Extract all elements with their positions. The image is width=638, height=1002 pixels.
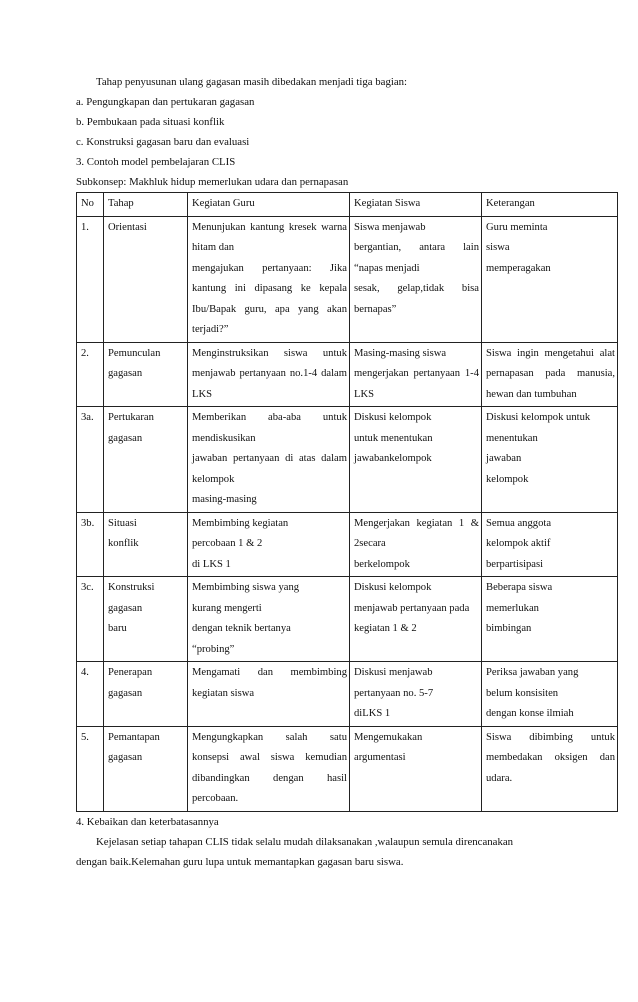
cell-text: siswa (486, 242, 510, 253)
cell-text: Orientasi (108, 221, 147, 233)
cell-no: 3b. (77, 512, 104, 577)
table-row (77, 216, 618, 342)
cell-kegiatan-guru (188, 726, 350, 811)
cell-text: Diskusi kelompok untuk (486, 412, 591, 423)
cell-keterangan (482, 577, 618, 662)
cell-keterangan (482, 726, 618, 811)
cell-tahap (104, 342, 188, 407)
cell-text: diLKS 1 (354, 708, 391, 719)
cell-text: gagasan (108, 368, 143, 379)
cell-kegiatan-guru (188, 407, 350, 513)
header-keterangan: Keterangan (482, 193, 618, 217)
cell-keterangan (482, 407, 618, 513)
intro-item-a: a. Pengungkapan dan pertukaran gagasan (76, 96, 255, 108)
cell-text: bimbingan (486, 623, 532, 634)
clis-table (76, 192, 618, 812)
table-row (77, 662, 618, 727)
cell-keterangan (482, 662, 618, 727)
cell-text: kegiatan 1 & 2 (354, 623, 417, 634)
cell-text: percobaan 1 & 2 (192, 538, 263, 549)
cell-kegiatan-siswa (350, 577, 482, 662)
intro-item-c: c. Konstruksi gagasan baru dan evaluasi (76, 136, 250, 148)
header-kegiatan-guru: Kegiatan Guru (188, 193, 350, 217)
cell-keterangan (482, 342, 618, 407)
cell-kegiatan-guru (188, 577, 350, 662)
cell-text: Siswa dibimbing untuk membedakan oksigen dan udara. (486, 731, 615, 784)
cell-text: di LKS 1 (192, 558, 231, 570)
cell-keterangan (482, 512, 618, 577)
table-row (77, 407, 618, 513)
cell-text: Mengungkapkan salah satu konsepsi awal siswa kemudian dibandingkan dengan hasil percobaan. (192, 731, 347, 804)
cell-text: untuk menentukan (354, 432, 433, 444)
cell-text: Masing-masing siswa (354, 347, 447, 359)
cell-text: Menunjukan kantung kresek warna hitam dan (192, 221, 347, 253)
cell-kegiatan-guru (188, 512, 350, 577)
cell-text: menjawab pertanyaan pada (354, 602, 470, 614)
cell-text: Periksa jawaban yang (486, 667, 579, 678)
cell-tahap (104, 407, 188, 513)
cell-text: Memberikan aba-aba untuk mendiskusikan (192, 412, 347, 444)
cell-text: Penerapan (108, 667, 153, 678)
cell-text: Guru meminta (486, 221, 548, 233)
cell-text: mengerjakan pertanyaan 1-4 LKS (354, 368, 479, 400)
cell-text: berkelompok (354, 558, 410, 570)
intro-heading: Tahap penyusunan ulang gagasan masih dibedakan menjadi tiga bagian: (96, 76, 408, 88)
cell-text: memerlukan (486, 602, 539, 614)
cell-text: kelompok aktif (486, 538, 551, 549)
cell-text: baru (108, 623, 127, 634)
cell-text: Diskusi menjawab (354, 667, 433, 678)
cell-text: Diskusi kelompok (354, 412, 432, 423)
cell-text: Membimbing siswa yang (192, 582, 300, 593)
cell-kegiatan-guru (188, 662, 350, 727)
cell-tahap (104, 216, 188, 342)
section-heading-4: 4. Kebaikan dan keterbatasannya (76, 815, 219, 828)
cell-no: 1. (77, 216, 104, 342)
cell-text: Membimbing kegiatan (192, 517, 289, 529)
cell-text: belum konsisiten (486, 687, 559, 699)
cell-text: Semua anggota (486, 517, 552, 529)
cell-text: jawaban pertanyaan di atas dalam kelompok (192, 453, 347, 485)
cell-text: “probing” (192, 643, 235, 655)
cell-text: Diskusi kelompok (354, 582, 432, 593)
cell-text: gagasan (108, 432, 143, 444)
cell-text: Situasi (108, 517, 137, 529)
cell-text: jawabankelompok (354, 453, 432, 464)
cell-text: argumentasi (354, 752, 406, 763)
cell-text: dengan teknik bertanya (192, 623, 291, 634)
paragraph-line-1: Kejelasan setiap tahapan CLIS tidak selalu mudah dilaksanakan ,walaupun semula direncanakan (96, 835, 514, 848)
cell-kegiatan-siswa (350, 407, 482, 513)
cell-text: Beberapa siswa (486, 582, 553, 593)
table-row (77, 512, 618, 577)
cell-keterangan (482, 216, 618, 342)
cell-no: 4. (77, 662, 104, 727)
cell-kegiatan-guru (188, 216, 350, 342)
cell-kegiatan-guru (188, 342, 350, 407)
subkonsep-line: Subkonsep: Makhluk hidup memerlukan udara dan pernapasan (76, 176, 349, 188)
cell-kegiatan-siswa (350, 726, 482, 811)
table-row (77, 342, 618, 407)
cell-kegiatan-siswa (350, 342, 482, 407)
cell-kegiatan-siswa (350, 216, 482, 342)
cell-text: kurang mengerti (192, 602, 262, 614)
cell-text: Menginstruksikan siswa untuk menjawab pertanyaan no.1-4 dalam LKS (192, 347, 347, 400)
table-body (77, 216, 618, 811)
cell-no: 5. (77, 726, 104, 811)
header-kegiatan-siswa: Kegiatan Siswa (350, 193, 482, 217)
section-heading-3: 3. Contoh model pembelajaran CLIS (76, 156, 236, 168)
cell-text: masing-masing (192, 494, 257, 505)
cell-text: gagasan (108, 687, 143, 699)
cell-tahap (104, 726, 188, 811)
cell-text: dengan konse ilmiah (486, 708, 574, 719)
cell-tahap (104, 662, 188, 727)
cell-text: Mengerjakan kegiatan 1 & 2secara (354, 517, 479, 549)
cell-text: kelompok (486, 473, 529, 485)
cell-text: Mengemukakan (354, 731, 423, 743)
cell-no: 3c. (77, 577, 104, 662)
cell-kegiatan-siswa (350, 662, 482, 727)
cell-text: berpartisipasi (486, 558, 544, 570)
cell-text: mengajukan pertanyaan: Jika kantung ini dipasang ke kepala Ibu/Bapak guru, apa yang akan terjadi?” (192, 262, 347, 335)
cell-no: 2. (77, 342, 104, 407)
cell-tahap (104, 512, 188, 577)
cell-text: bergantian, antara lain “napas menjadi (354, 242, 479, 274)
header-no: No (77, 193, 104, 217)
cell-text: sesak, gelap,tidak bisa bernapas” (354, 283, 479, 315)
cell-text: Pertukaran (108, 412, 154, 423)
cell-text: jawaban (486, 453, 522, 464)
document-page (76, 72, 616, 872)
cell-text: konflik (108, 538, 139, 549)
cell-no: 3a. (77, 407, 104, 513)
cell-text: gagasan (108, 752, 143, 763)
cell-text: gagasan (108, 602, 143, 614)
cell-text: Konstruksi (108, 582, 155, 593)
cell-text: Pemunculan (108, 347, 161, 359)
paragraph-line-2: dengan baik.Kelemahan guru lupa untuk memantapkan gagasan baru siswa. (76, 855, 404, 868)
table-row (77, 577, 618, 662)
cell-text: Siswa ingin mengetahui alat pernapasan pada manusia, hewan dan tumbuhan (486, 347, 615, 400)
cell-text: Mengamati dan membimbing kegiatan siswa (192, 667, 347, 699)
cell-text: Pemantapan (108, 731, 160, 743)
intro-item-b: b. Pembukaan pada situasi konflik (76, 116, 225, 128)
cell-text: memperagakan (486, 262, 551, 274)
cell-text: menentukan (486, 432, 538, 444)
header-tahap: Tahap (104, 193, 188, 217)
table-header-row (77, 193, 618, 217)
cell-tahap (104, 577, 188, 662)
cell-text: pertanyaan no. 5-7 (354, 687, 434, 699)
cell-text: Siswa menjawab (354, 221, 426, 233)
cell-kegiatan-siswa (350, 512, 482, 577)
table-row (77, 726, 618, 811)
